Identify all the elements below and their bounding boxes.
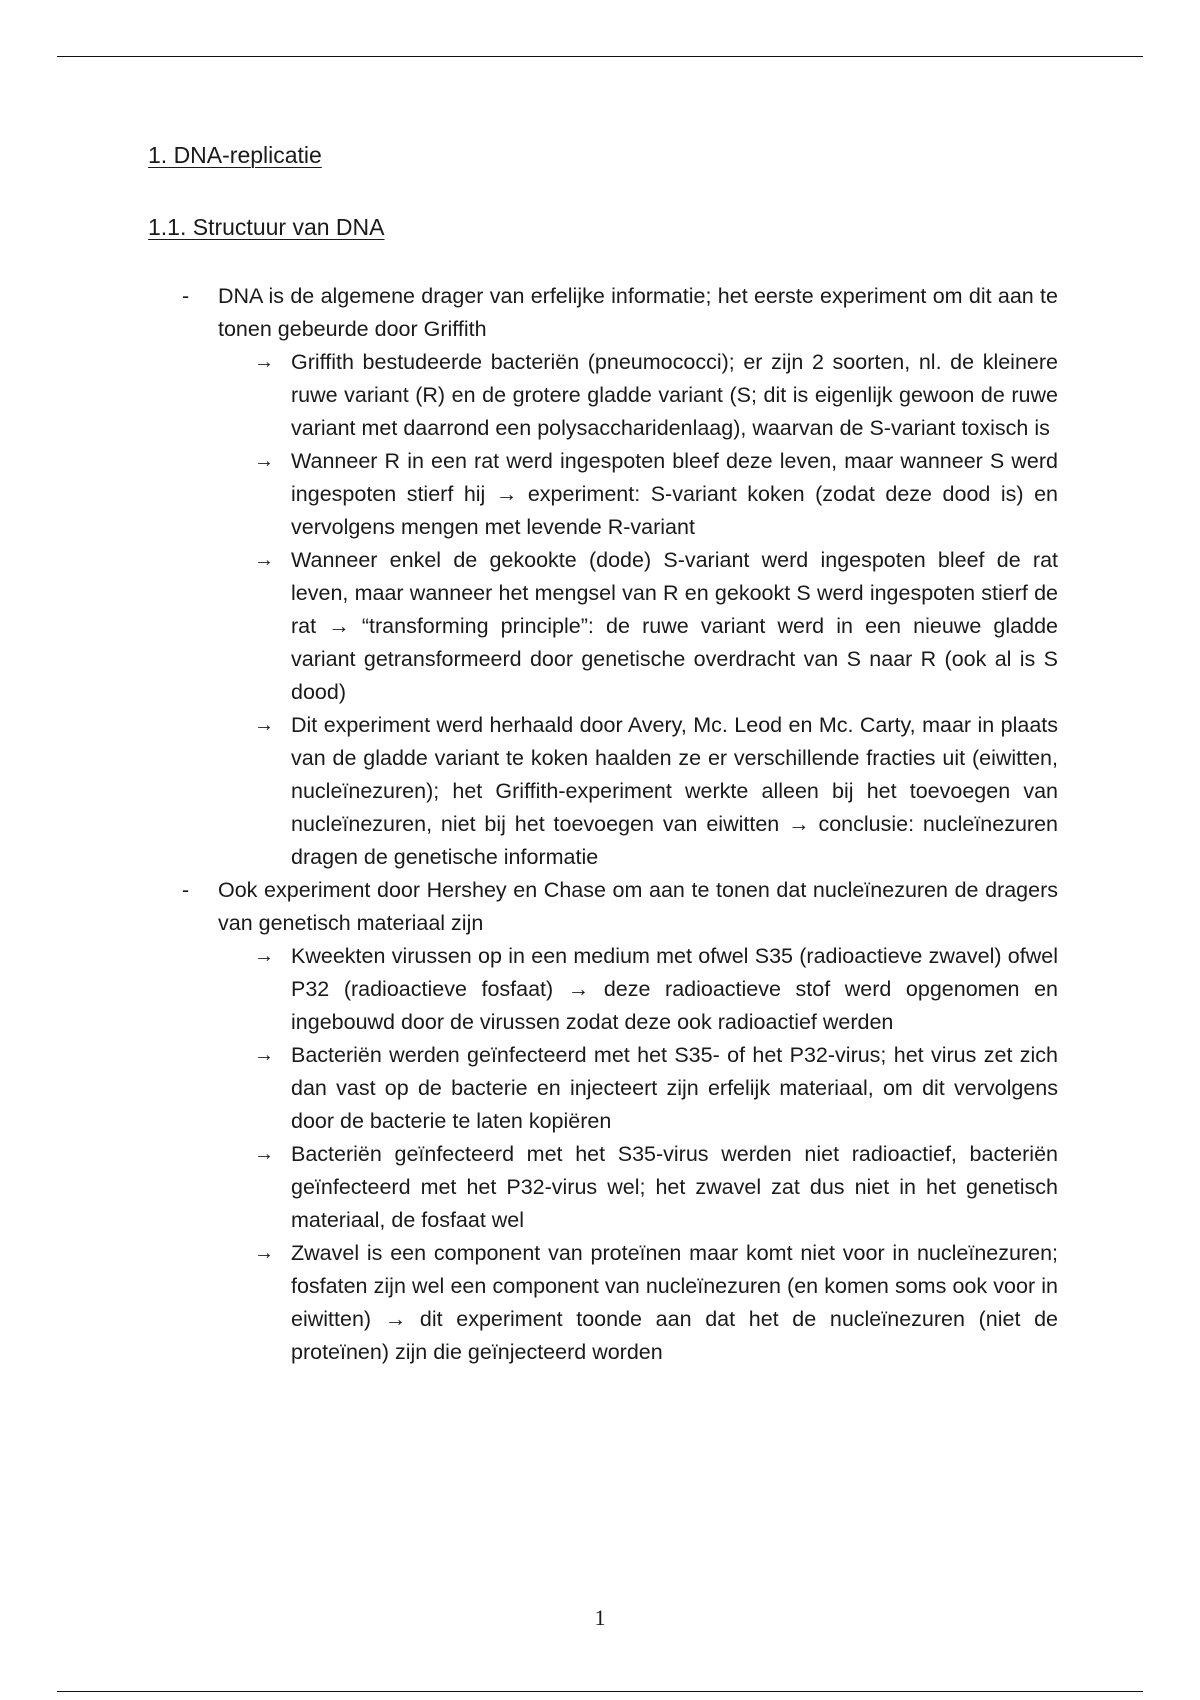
arrow-icon: → [254,351,274,373]
sub-item [148,1039,1058,1138]
sub-item [148,1138,1058,1237]
sub-item-text: Bacteriën werden geïnfecteerd met het S35- of het P32-virus; het virus zet zich dan vast op de bacterie en injecteert zijn erfelijk materiaal, om dit vervolgens door de bacterie te laten kopiëren [291,1043,1058,1133]
bullet-item [148,874,1058,1369]
sub-list [218,940,1058,1369]
bullet-text: DNA is de algemene drager van erfelijke informatie; het eerste experiment om dit aan te tonen gebeurde door Griffith [218,284,1058,341]
sub-item [148,709,1058,874]
sub-list [218,346,1058,874]
sub-item-text: Wanneer enkel de gekookte (dode) S-variant werd ingespoten bleef de rat leven, maar wanneer het mengsel van R en gekookt S werd ingespoten stierf de rat → “transforming principle”: de ruwe variant werd in een nieuwe gladde variant getransformeerd door genetische overdracht van S naar R (ook al is S dood) [291,548,1058,704]
dash-marker: - [182,878,190,902]
document-body [148,140,1058,1369]
bullet-list [148,280,1058,1369]
bullet-item [148,280,1058,874]
arrow-icon: → [254,450,274,472]
arrow-icon: → [254,945,274,967]
arrow-icon: → [254,1242,274,1264]
footer-rule [57,1691,1143,1692]
dash-marker: - [182,284,190,308]
subsection-heading: 1.1. Structuur van DNA [148,214,385,240]
sub-item-text: Dit experiment werd herhaald door Avery, Mc. Leod en Mc. Carty, maar in plaats van de gladde variant te koken haalden ze er verschillende fracties uit (eiwitten, nucleïnezuren); het Griffith-experiment werkte alleen bij het toevoegen van nucleïnezuren, niet bij het toevoegen van eiwitten → conclusie: nucleïnezuren dragen de genetische informatie [291,713,1058,869]
section-heading: 1. DNA-replicatie [148,142,322,168]
sub-item [148,940,1058,1039]
sub-item-text: Griffith bestudeerde bacteriën (pneumococci); er zijn 2 soorten, nl. de kleinere ruwe variant (R) en de grotere gladde variant (S; dit is eigenlijk gewoon de ruwe variant met daarrond een polysaccharidenlaag), waarvan de S-variant toxisch is [291,350,1058,440]
sub-item [148,544,1058,709]
sub-item-text: Kweekten virussen op in een medium met ofwel S35 (radioactieve zwavel) ofwel P32 (radioactieve fosfaat) → deze radioactieve stof werd opgenomen en ingebouwd door de virussen zodat deze ook radioactief werden [291,944,1058,1034]
sub-item-text: Bacteriën geïnfecteerd met het S35-virus werden niet radioactief, bacteriën geïnfecteerd met het P32-virus wel; het zwavel zat dus niet in het genetisch materiaal, de fosfaat wel [291,1142,1058,1232]
sub-item [148,1237,1058,1369]
sub-item [148,445,1058,544]
arrow-icon: → [254,1143,274,1165]
sub-item-text: Wanneer R in een rat werd ingespoten bleef deze leven, maar wanneer S werd ingespoten stierf hij → experiment: S-variant koken (zodat deze dood is) en vervolgens mengen met levende R-variant [291,449,1058,539]
arrow-icon: → [254,549,274,571]
bullet-text: Ook experiment door Hershey en Chase om aan te tonen dat nucleïnezuren de dragers van genetisch materiaal zijn [218,878,1058,935]
arrow-icon: → [254,1044,274,1066]
sub-item-text: Zwavel is een component van proteïnen maar komt niet voor in nucleïnezuren; fosfaten zijn wel een component van nucleïnezuren (en komen soms ook voor in eiwitten) → dit experiment toonde aan dat het de nucleïnezuren (niet de proteïnen) zijn die geïnjecteerd worden [291,1241,1058,1364]
header-rule [57,56,1143,57]
arrow-icon: → [254,714,274,736]
page-number: 1 [594,1605,606,1630]
sub-item [148,346,1058,445]
